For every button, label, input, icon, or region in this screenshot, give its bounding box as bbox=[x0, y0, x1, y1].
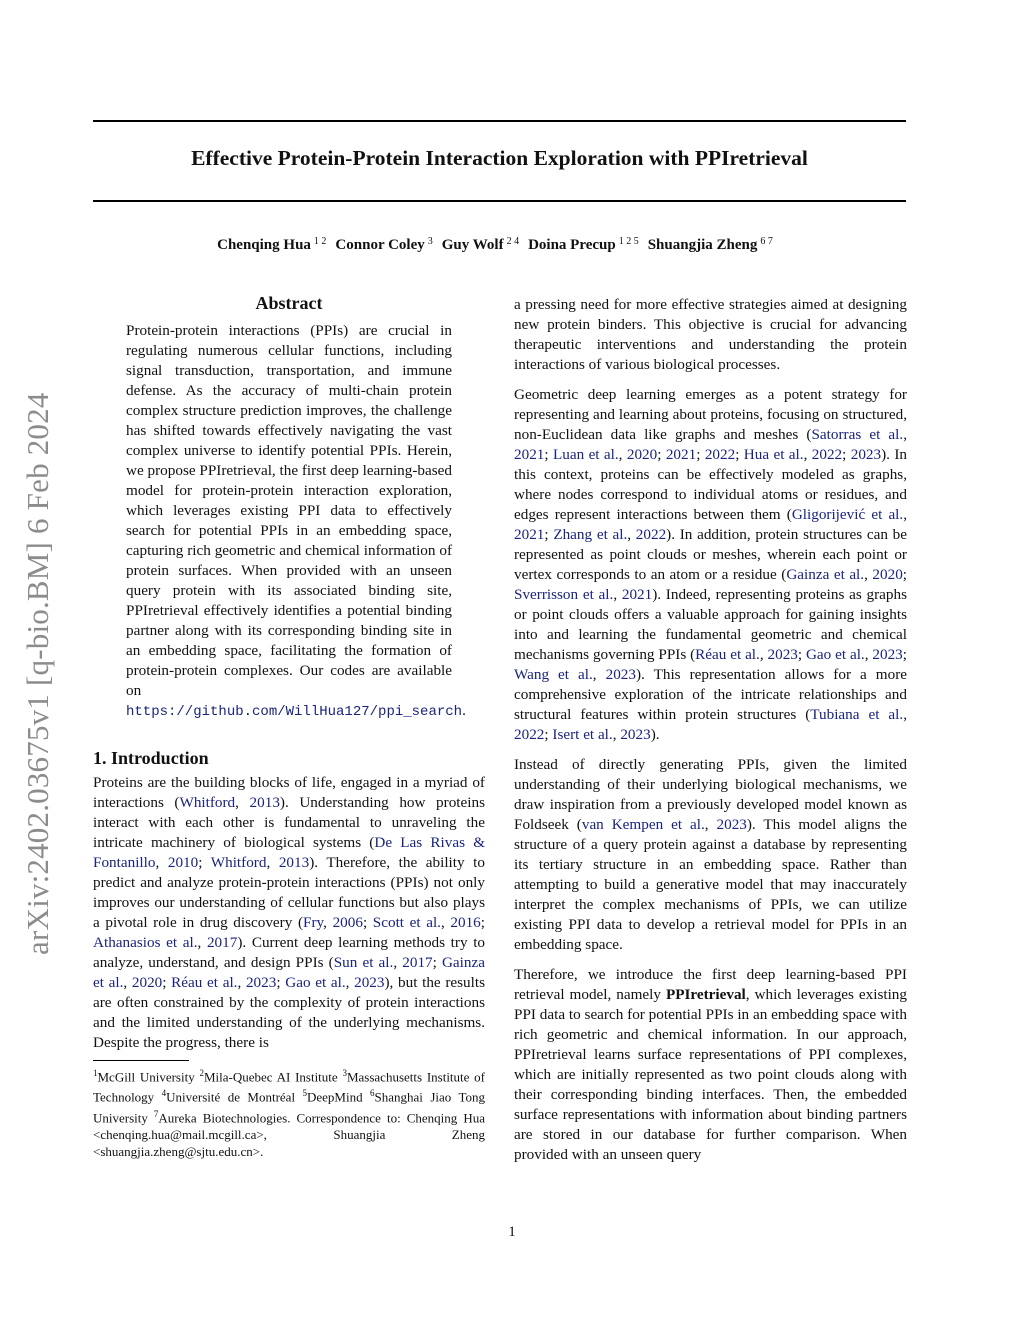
introduction-heading: 1. Introduction bbox=[93, 748, 209, 768]
citation-link[interactable]: 2013 bbox=[278, 854, 310, 871]
citation-link[interactable]: Wang et al. bbox=[514, 666, 593, 683]
citation-link[interactable]: 2020 bbox=[626, 446, 658, 463]
author-affiliation: 3 bbox=[427, 236, 433, 247]
citation-link[interactable]: 2006 bbox=[332, 914, 363, 931]
author-name: Guy Wolf bbox=[441, 237, 504, 253]
citation-link[interactable]: 2023 bbox=[850, 446, 882, 463]
affiliation-marker: 3 bbox=[342, 1068, 347, 1078]
citation-link[interactable]: Sun et al. bbox=[333, 954, 394, 971]
arxiv-identifier[interactable]: arXiv:2402.03675v1 [q-bio.BM] 6 Feb 2024 bbox=[20, 392, 55, 955]
affiliation-marker: 2 bbox=[199, 1068, 204, 1078]
abstract-text bbox=[126, 321, 466, 722]
citation-link[interactable]: Athanasios et al. bbox=[93, 934, 198, 951]
citation-link[interactable]: Whitford bbox=[179, 794, 236, 811]
abstract-heading: Abstract bbox=[255, 293, 323, 313]
citation-link[interactable]: 2021 bbox=[514, 446, 545, 463]
citation-link[interactable]: 2021 bbox=[621, 586, 653, 603]
citation-link[interactable]: Gainza et al. bbox=[93, 954, 485, 991]
author-affiliation: 1 2 bbox=[313, 236, 327, 247]
affiliation-marker: 5 bbox=[302, 1088, 307, 1099]
paragraph: Geometric deep learning emerges as a potent strategy for representing and learning about proteins, focusing on structured, non-Euclidean data like graphs and meshes (Satorras et al., 2021; Luan et al., 2020; 2021; 2022; Hua et al., 2022; 2023). In this context, proteins can be effectively modeled as graphs, where nodes correspond to individual atoms or residues, and edges represent interactions between them (Gligorijević et al., 2021; Zhang et al., 2022). In addition, protein structures can be represented as point clouds or meshes, wherein each point or vertex corresponds to an atom or a residue (Gainza et al., 2020; Sverrisson et al., 2021). Indeed, representing proteins as graphs or point clouds offers a valuable approach for gaining insights into and learning the fundamental geometric and chemical mechanisms governing PPIs (Réau et al., 2023; Gao et al., 2023; Wang et al., 2023). This representation allows for a more comprehensive exploration of the intricate relationships and structural features within protein structures (Tubiana et al., 2022; Isert et al., 2023). bbox=[514, 386, 908, 743]
citation-link[interactable]: 2017 bbox=[402, 954, 433, 971]
citation-link[interactable]: 2021 bbox=[665, 446, 697, 463]
citation-link[interactable]: De Las Rivas & Fontanillo bbox=[93, 834, 486, 871]
citation-link[interactable]: 2016 bbox=[450, 914, 481, 931]
affiliation-marker: 4 bbox=[161, 1088, 167, 1099]
author-affiliation: 6 7 bbox=[760, 236, 773, 247]
author-list bbox=[93, 236, 906, 254]
citation-link[interactable]: 2020 bbox=[872, 566, 903, 583]
citation-link[interactable]: 2023 bbox=[716, 816, 747, 833]
model-name: PPIretrieval bbox=[665, 986, 746, 1003]
abstract-paragraph: Protein-protein interactions (PPIs) are crucial in regulating numerous cellular functions, including signal transduction, transportation, and immune defense. As the accuracy of multi-chain protein complex structure prediction improves, the challenge has shifted towards effectively navigating the vast complex universe to identify potential PPIs. Herein, we propose PPIretrieval, the first deep learning-based model for protein-protein interaction exploration, which leverages existing PPI data to effectively search for potential PPIs in an embedding space, capturing rich geometric and chemical information of protein surfaces. When provided with an unseen query protein with its associated binding site, PPIretrieval effectively identifies a potential binding partner along with its corresponding binding site in an embedding space, facilitating the formation of protein-protein complexes. Our codes are available on bbox=[126, 322, 452, 699]
affiliation-marker: 6 bbox=[370, 1088, 375, 1099]
author-affiliation: 2 4 bbox=[506, 236, 520, 247]
author-name: Shuangjia Zheng bbox=[647, 237, 758, 253]
affiliation-marker: 1 bbox=[93, 1068, 98, 1078]
citation-link[interactable]: Tubiana et al. bbox=[810, 706, 904, 723]
paragraph: Therefore, we introduce the first deep learning-based PPI retrieval model, namely PPIretrieval, which leverages existing PPI data to search for potential PPIs in an embedding space with rich geometric and chemical information. In our approach, PPIretrieval learns surface representations of PPI complexes, which are initially represented as two point clouds along with their corresponding binding interfaces. Then, the embedded surface representations with information about binding partners are stored in our database for further comparison. When provided with an unseen query bbox=[514, 966, 907, 1163]
abstract-end: . bbox=[462, 702, 466, 719]
citation-link[interactable]: 2022 bbox=[635, 526, 667, 543]
citation-link[interactable]: Gao et al. bbox=[285, 974, 346, 991]
citation-link[interactable]: Isert et al. bbox=[552, 726, 613, 743]
citation-link[interactable]: 2023 bbox=[767, 646, 798, 663]
code-link[interactable]: https://github.com/WillHua127/ppi_search bbox=[126, 704, 463, 720]
citation-link[interactable]: 2020 bbox=[131, 974, 163, 991]
paragraph: Instead of directly generating PPIs, given the limited understanding of their underlying biological mechanisms, we draw inspiration from a previously developed model known as Foldseek (van Kempen et al., 2023). This model aligns the structure of a query protein against a database by representing its tertiary structure in an embedding space. Rather than attempting to build a generative model that may inaccurately interpret the complex mechanisms of PPIs, we can utilize existing PPI data to develop a retrieval model for PPIs in an embedding space. bbox=[514, 756, 907, 953]
citation-link[interactable]: 2023 bbox=[245, 974, 277, 991]
citation-link[interactable]: Gligorijević et al. bbox=[791, 506, 904, 523]
citation-link[interactable]: Scott et al. bbox=[372, 914, 441, 931]
citation-link[interactable]: Sverrisson et al. bbox=[514, 586, 614, 603]
citation-link[interactable]: Zhang et al. bbox=[553, 526, 628, 543]
citation-link[interactable]: Fry bbox=[303, 914, 324, 931]
paper-title: Effective Protein-Protein Interaction Exploration with PPIretrieval bbox=[191, 146, 808, 170]
citation-link[interactable]: 2010 bbox=[167, 854, 199, 871]
citation-link[interactable]: 2022 bbox=[811, 446, 843, 463]
citation-link[interactable]: 2022 bbox=[704, 446, 736, 463]
citation-link[interactable]: Gao et al. bbox=[805, 646, 865, 663]
citation-link[interactable]: Gainza et al. bbox=[786, 566, 865, 583]
title-rule-top bbox=[93, 120, 906, 122]
paragraph: a pressing need for more effective strategies aimed at designing new protein binders. This objective is crucial for advancing therapeutic interventions and understanding the protein interactions of various biological processes. bbox=[514, 296, 907, 373]
citation-link[interactable]: Réau et al. bbox=[171, 974, 238, 991]
author-name: Doina Precup bbox=[528, 237, 616, 253]
author-affiliation: 1 2 5 bbox=[618, 236, 639, 247]
title-rule-bottom bbox=[93, 200, 906, 202]
citation-link[interactable]: Satorras et al. bbox=[811, 426, 904, 443]
citation-link[interactable]: Réau et al. bbox=[695, 646, 760, 663]
affiliation-footnote: $^1$McGill University $^2$Mila-Quebec AI Institute $^3$Massachusetts Institute of Technology $^4$Université de Montréal $^5$DeepMind $^6$Shanghai Jiao Tong University $^7$Aureka Biotechnologies. Correspondence to: Chenqing Hua <chenqing.hua@mail.mcgill.ca>, Shuangjia Zheng <shuangjia.zheng@sjtu.edu.cn>. bbox=[93, 1068, 486, 1159]
citation-link[interactable]: 2022 bbox=[514, 726, 545, 743]
citation-link[interactable]: Whitford bbox=[210, 854, 267, 871]
citation-link[interactable]: 2023 bbox=[872, 646, 903, 663]
citation-link[interactable]: 2013 bbox=[249, 794, 280, 811]
citation-link[interactable]: 2021 bbox=[514, 526, 545, 543]
right-column bbox=[514, 295, 907, 1175]
introduction-paragraph: Proteins are the building blocks of life, engaged in a myriad of interactions (Whitford, 2013). Understanding how proteins interact with each other is fundamental to unraveling the intricate machinery of biological systems (De Las Rivas & Fontanillo, 2010; Whitford, 2013). Therefore, the ability to predict and analyze protein-protein interactions (PPIs) not only improves our understanding of cellular functions but also plays a pivotal role in drug discovery (Fry, 2006; Scott et al., 2016; Athanasios et al., 2017). Current deep learning methods try to analyze, understand, and design PPIs (Sun et al., 2017; Gainza et al., 2020; Réau et al., 2023; Gao et al., 2023), but the results are often constrained by the complexity of protein interactions and the limited understanding of the underlying mechanisms. Despite the progress, there is bbox=[93, 774, 486, 1051]
citation-link[interactable]: van Kempen et al. bbox=[581, 816, 705, 833]
citation-link[interactable]: Luan et al. bbox=[552, 446, 619, 463]
citation-link[interactable]: 2017 bbox=[206, 934, 238, 951]
author-name: Connor Coley bbox=[335, 237, 425, 253]
citation-link[interactable]: 2023 bbox=[620, 726, 651, 743]
footnote-divider bbox=[93, 1060, 189, 1061]
citation-link[interactable]: 2023 bbox=[354, 974, 385, 991]
page-number: 1 bbox=[508, 1224, 516, 1240]
author-name: Chenqing Hua bbox=[217, 237, 311, 253]
citation-link[interactable]: Hua et al. bbox=[743, 446, 804, 463]
affiliation-marker: 7 bbox=[153, 1108, 159, 1119]
citation-link[interactable]: 2023 bbox=[605, 666, 636, 683]
